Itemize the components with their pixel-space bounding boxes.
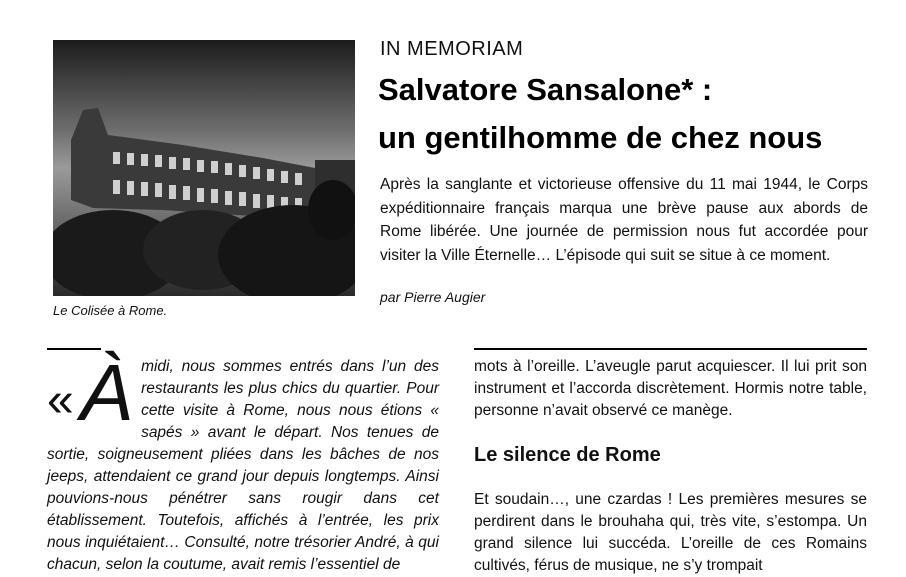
body-paragraph: mots à l’oreille. L’aveugle parut acquiescer. Il lui prit son instrument et l’accorda discrètement. Hormis notre table, personne n’avait observé ce manège. xyxy=(474,358,867,419)
body-column-left xyxy=(47,348,439,576)
photo-caption: Le Colisée à Rome. xyxy=(53,303,168,318)
column-rule-right xyxy=(474,348,867,350)
title-line-2: un gentilhomme de chez nous xyxy=(378,120,823,155)
drop-cap-letter: À xyxy=(79,348,134,437)
article-lead: Après la sanglante et victorieuse offensive du 11 mai 1944, le Corps expéditionnaire français marqua une brève pause aux abords de Rome libérée. Une journée de permission nous fut accordée pour visiter la Ville Éternelle… L’épisode qui suit se situe à ce moment. xyxy=(380,176,868,264)
body-text-left: midi, nous sommes entrés dans l’un des restaurants les plus chics du quartier. Pour cette visite à Rome, nous nous étions « sapés » avant le départ. Nos tenues de sortie, soigneusement pliées dans les bâches de nos jeeps, attendaient ce grand jour depuis longtemps. Ainsi pouvions-nous pénétrer sans rougir dans cet établissement. Toutefois, affichés à l’entrée, les prix nous inquiétaient… Consulté, notre trésorier André, à qui chacun, selon la coutume, avait remis l’essentiel de xyxy=(47,358,439,573)
article-byline: par Pierre Augier xyxy=(380,289,486,305)
drop-cap-quote: « xyxy=(47,374,74,427)
body-paragraph: Et soudain…, une czardas ! Les premières mesures se perdirent dans le brouhaha qui, très vite, s’estompa. Un grand silence lui succéda. L’oreille de ces Romains cultivés, férus de musique, ne s’y trompait xyxy=(474,491,867,574)
colosseum-photo xyxy=(53,40,355,296)
colosseum-illustration xyxy=(53,40,355,296)
section-subheading: Le silence de Rome xyxy=(474,444,661,466)
article-title xyxy=(378,66,878,162)
title-line-1: Salvatore Sansalone* : xyxy=(378,72,713,107)
drop-cap xyxy=(47,348,134,437)
body-column-right xyxy=(474,356,867,577)
section-kicker: IN MEMORIAM xyxy=(380,38,524,60)
